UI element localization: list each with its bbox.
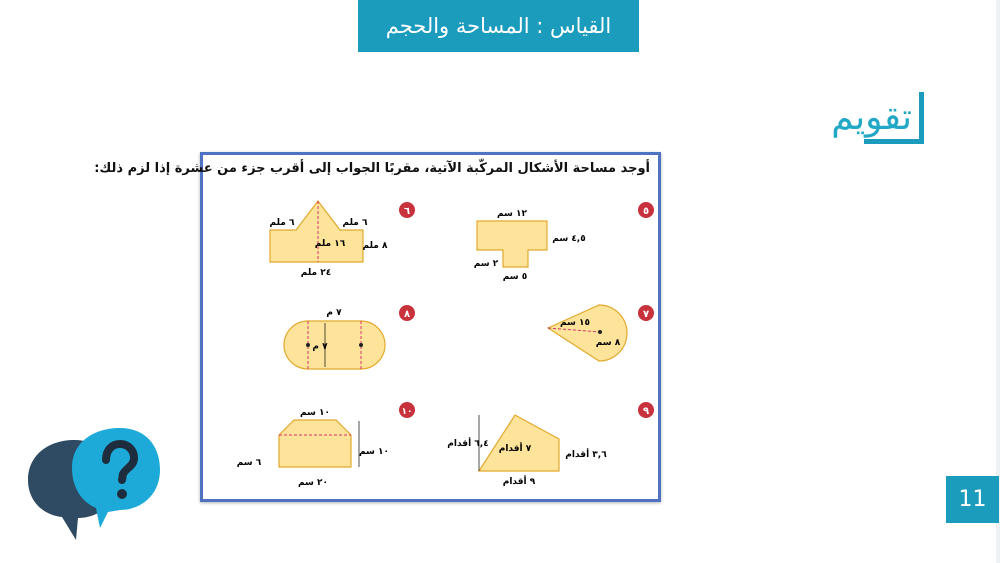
problem-number: ٥ [642, 206, 650, 217]
dim-label: ٥ سم [502, 272, 528, 282]
header-banner [358, 0, 639, 52]
slide-number [946, 476, 999, 523]
problem-10 [237, 402, 415, 488]
dim-label: ٢٤ ملم [300, 268, 332, 278]
dim-label: ٧ م [312, 342, 328, 352]
dim-label: ٢ سم [473, 259, 499, 269]
question-speech-bubble-icon [22, 422, 162, 547]
dim-label: ١٢ سم [496, 209, 528, 219]
problem-9 [447, 402, 654, 487]
problem-number: ٧ [642, 309, 650, 320]
slide-number-text: 11 [958, 487, 987, 512]
dim-label: ٦ سم [236, 458, 262, 468]
shape-9 [479, 415, 559, 471]
exercise-figure [94, 152, 661, 502]
dim-label: ١٠ سم [299, 408, 331, 418]
title-accent-horizontal [864, 139, 924, 144]
dim-label: ١٦ ملم [314, 239, 346, 249]
dim-label: ٦,٤ أقدام [447, 439, 489, 449]
exercise-instruction: أوجد مساحة الأشكال المركّبة الآتية، مقربًا الجواب إلى أقرب جزء من عشرة إذا لزم ذلك: [94, 161, 650, 176]
dim-label: ٧ أقدام [498, 444, 532, 454]
section-title-block [831, 92, 924, 144]
problem-number: ٩ [642, 406, 650, 417]
dim-label: ١٥ سم [559, 318, 591, 328]
shape-8 [284, 321, 385, 369]
section-title: تقويم [831, 97, 912, 138]
dim-label: ٩ أقدام [502, 477, 536, 487]
problem-number: ١٠ [401, 407, 413, 417]
dim-label: ١٠ سم [358, 447, 390, 457]
problem-number: ٦ [403, 206, 411, 217]
center-point [598, 330, 602, 334]
problems-figure [203, 155, 658, 499]
question-mark-dot [117, 489, 127, 499]
problem-7 [548, 305, 654, 361]
header-title: القياس : المساحة والحجم [385, 14, 612, 38]
problem-6 [270, 201, 415, 278]
shape-6 [270, 201, 363, 262]
dim-label: ٨ سم [595, 338, 621, 348]
dim-label: ٣,٦ أقدام [565, 450, 607, 460]
shape-7 [548, 305, 627, 361]
center-point [306, 343, 310, 347]
problem-number: ٨ [403, 309, 411, 320]
center-point [359, 343, 363, 347]
dim-label: ٤,٥ سم [552, 234, 586, 244]
dim-label: ٧ م [326, 308, 342, 318]
problem-5 [474, 202, 654, 282]
title-accent-vertical [919, 92, 924, 144]
problem-8 [284, 305, 415, 369]
dim-label: ٦ ملم [269, 218, 295, 228]
dim-label: ٢٠ سم [297, 478, 329, 488]
dim-label: ٦ ملم [342, 218, 368, 228]
dim-label: ٨ ملم [362, 241, 388, 251]
shape-10 [279, 420, 351, 467]
